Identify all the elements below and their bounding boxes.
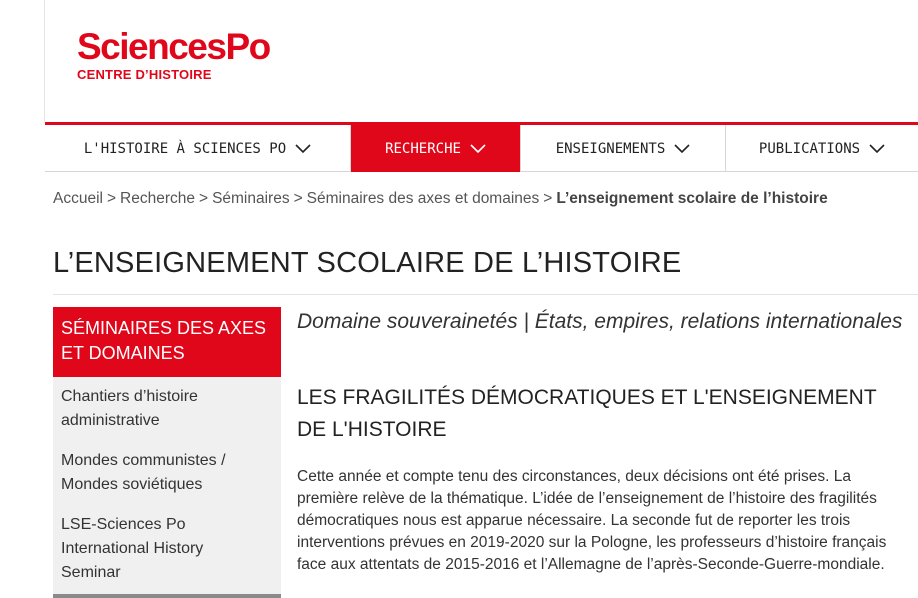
title-divider (53, 294, 918, 295)
sidebar-item-mondes-communistes[interactable]: Mondes communistes / Mondes soviétiques (61, 452, 226, 493)
breadcrumb-link-seminaires-axes[interactable]: Séminaires des axes et domaines (306, 190, 540, 207)
nav-item-label: ENSEIGNEMENTS (555, 140, 666, 157)
breadcrumb-link-recherche[interactable]: Recherche (120, 190, 195, 207)
sidebar-heading[interactable]: SÉMINAIRES DES AXES ET DOMAINES (53, 307, 281, 377)
breadcrumb (53, 190, 828, 208)
chevron-down-icon (295, 144, 311, 154)
logo-name: SciencesPo (77, 26, 270, 67)
nav-item-label: PUBLICATIONS (758, 140, 861, 157)
main-nav (45, 122, 918, 172)
breadcrumb-link-seminaires[interactable]: Séminaires (212, 190, 290, 207)
breadcrumb-separator: > (543, 190, 553, 207)
chevron-down-icon (674, 144, 690, 154)
nav-item-histoire[interactable] (45, 125, 351, 172)
sidebar-next-item-edge (53, 594, 281, 598)
article-paragraph: Cette année et compte tenu des circonstances, deux décisions ont été prises. La première relève de la thématique. L’idée de l’enseignement de l’histoire des fragilités démocratiques nous est apparue nécessaire. La seconde fut de reporter les trois interventions prévues en 2019-2020 sur la Pologne, les professeurs d’histoire français face aux attentats de 2015-2016 et l’Allemagne de l’après-Seconde-Guerre-mondiale. (297, 468, 887, 573)
breadcrumb-separator: > (199, 190, 209, 207)
logo-subtitle: CENTRE D’HISTOIRE (77, 67, 212, 82)
sciencespo-logo[interactable] (77, 27, 270, 83)
nav-item-label: L'HISTOIRE À SCIENCES PO (83, 140, 287, 157)
breadcrumb-separator: > (293, 190, 303, 207)
article-title: LES FRAGILITÉS DÉMOCRATIQUES ET L'ENSEIGNEMENT DE L'HISTOIRE (297, 386, 877, 441)
nav-item-enseignements[interactable] (521, 125, 726, 172)
breadcrumb-link-accueil[interactable]: Accueil (53, 190, 103, 207)
sidebar-item-chantiers[interactable]: Chantiers d’histoire administrative (61, 388, 198, 429)
nav-item-publications[interactable] (726, 125, 918, 172)
page-title: L’ENSEIGNEMENT SCOLAIRE DE L’HISTOIRE (53, 247, 682, 279)
domain-label: Domaine souverainetés | États, empires, relations internationales (297, 310, 903, 333)
header-left-rule (44, 0, 45, 122)
main-content (297, 308, 909, 573)
chevron-down-icon (470, 144, 486, 154)
breadcrumb-separator: > (106, 190, 117, 207)
chevron-down-icon (869, 144, 885, 154)
sidebar (53, 307, 281, 598)
sidebar-item-lse-seminar[interactable]: LSE-Sciences Po International History Seminar (61, 516, 204, 581)
breadcrumb-current: L’enseignement scolaire de l’histoire (556, 190, 828, 207)
nav-item-recherche[interactable] (351, 125, 521, 172)
nav-item-label: RECHERCHE (385, 140, 461, 157)
